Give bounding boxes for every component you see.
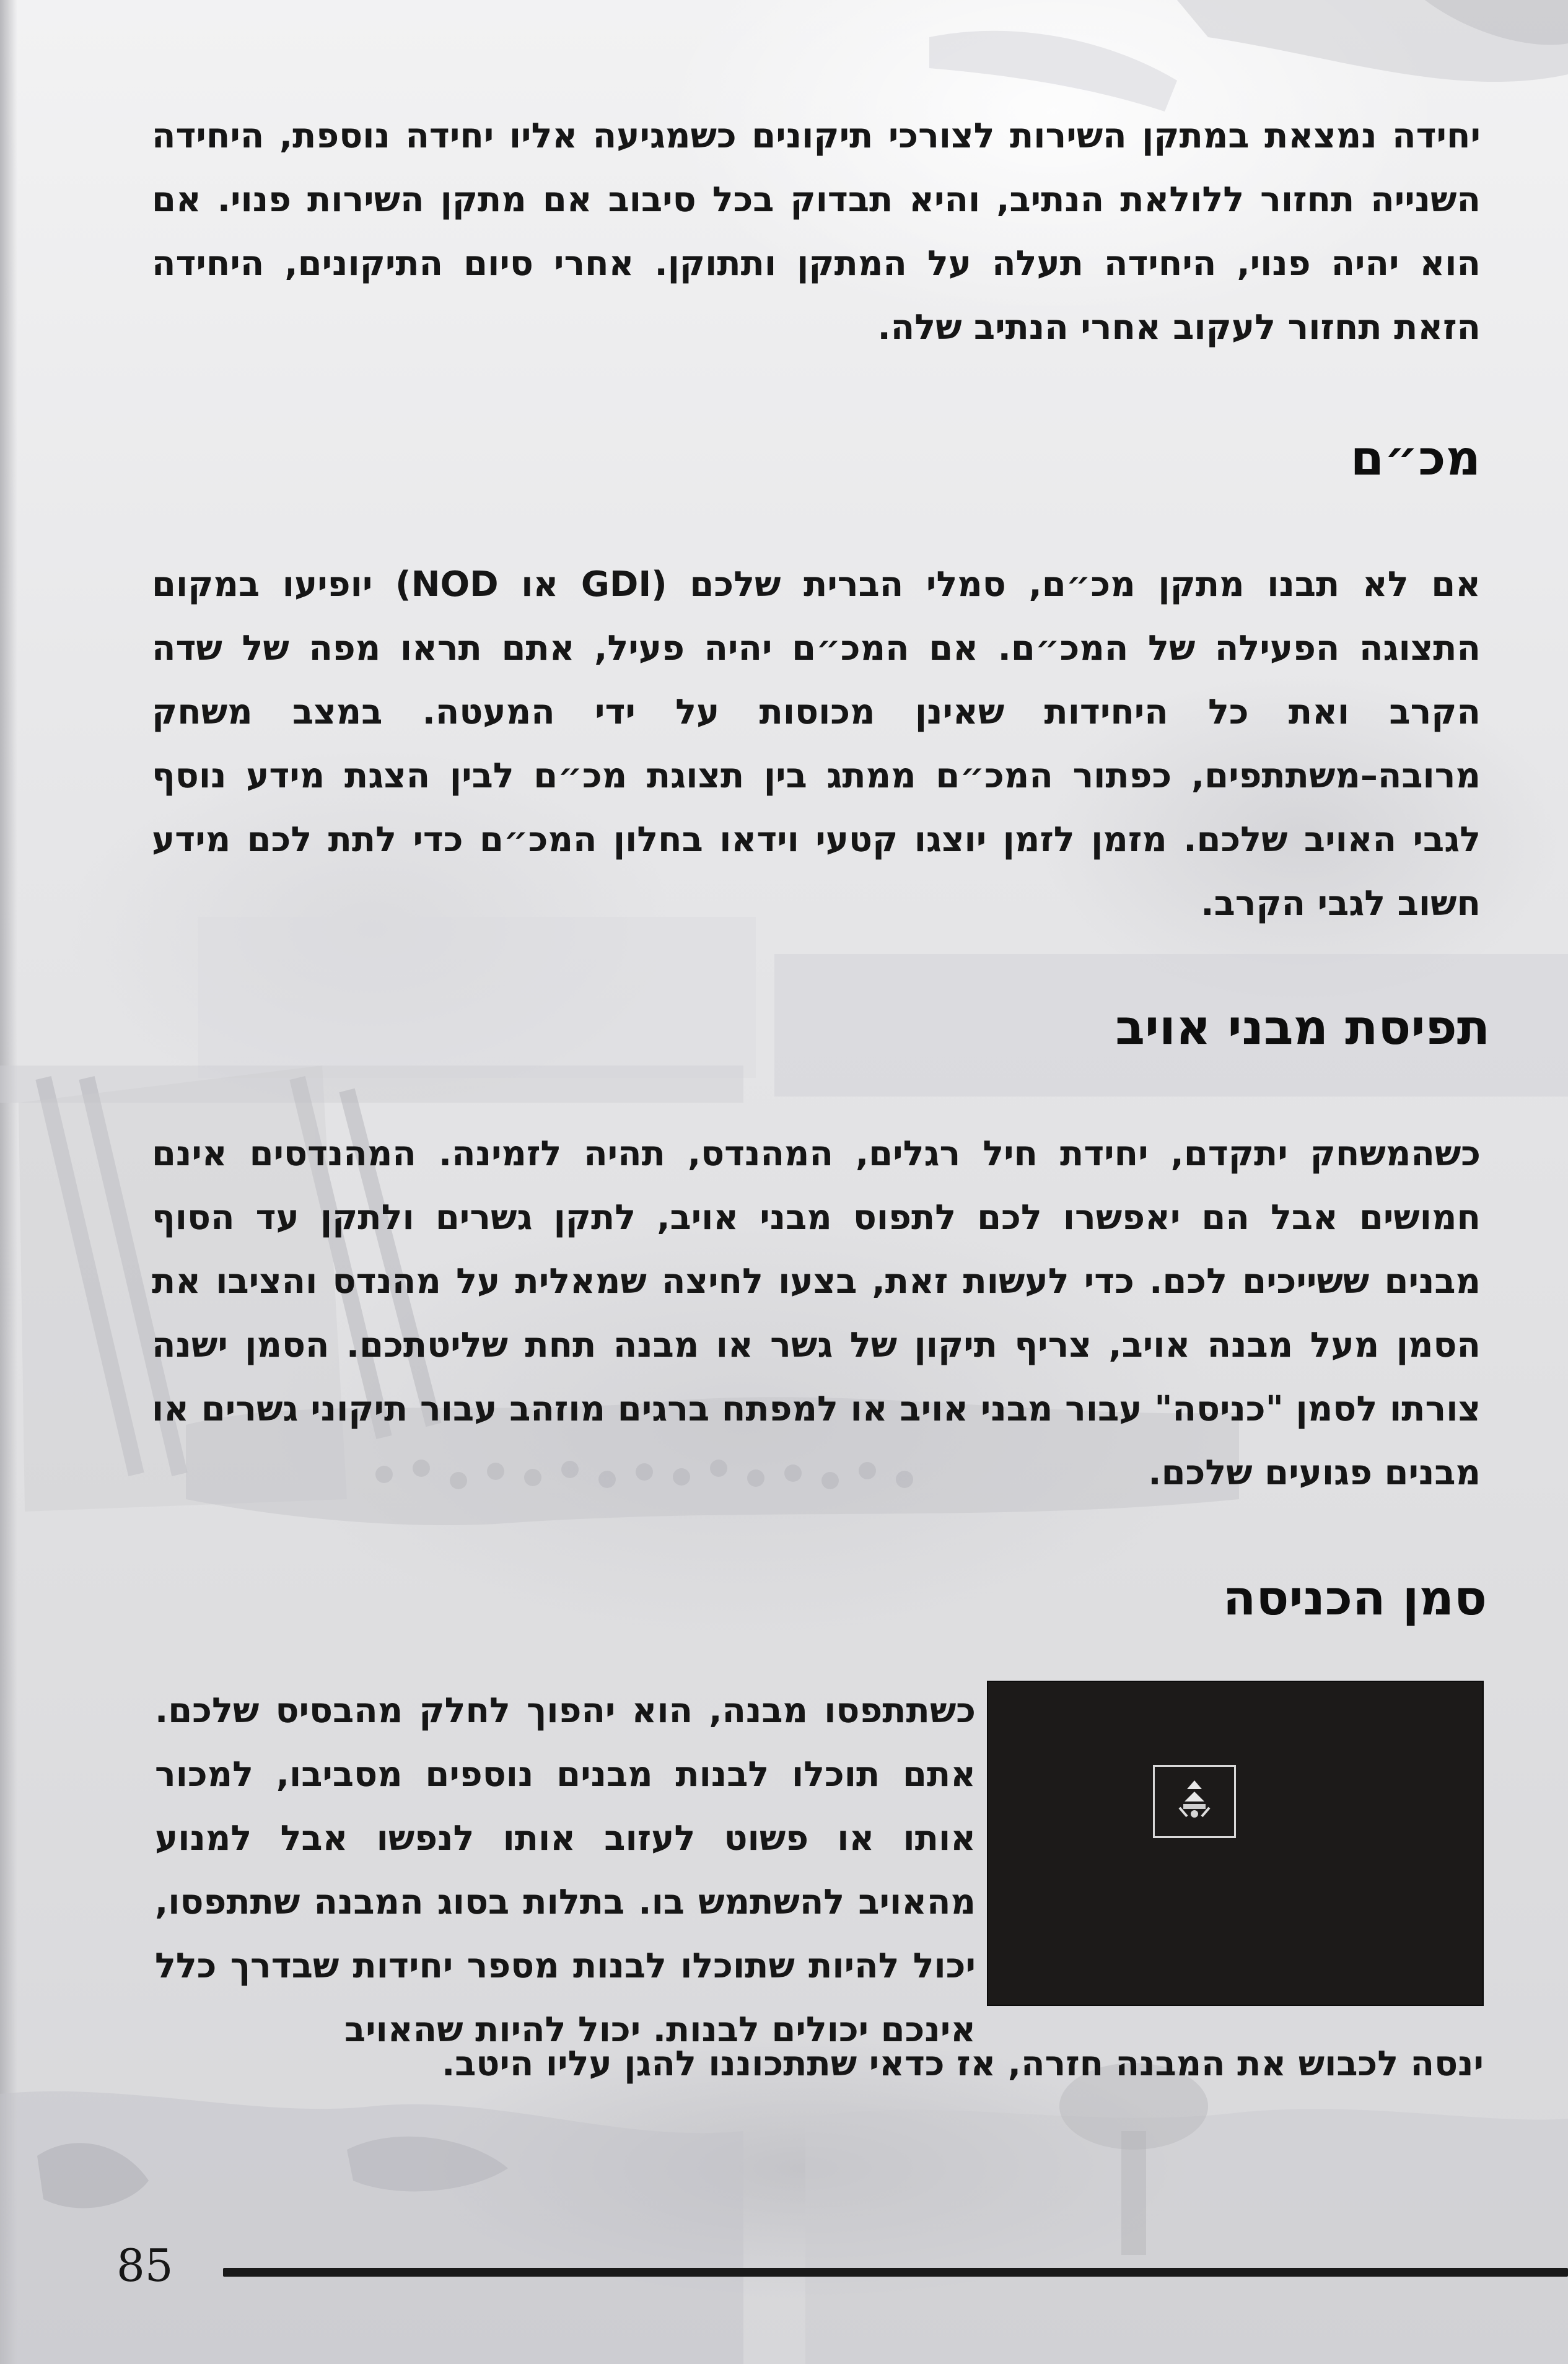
footer-rule <box>223 2268 1568 2277</box>
entry-cursor-icon <box>1153 1765 1236 1838</box>
paragraph-entry-cursor-last-line: ינסה לכבוש את המבנה חזרה, אז כדאי שתתכוננו להגן עליו היטב. <box>441 2044 1484 2084</box>
paragraph-radar: אם לא תבנו מתקן מכ״ם, סמלי הברית שלכם (GDI או NOD) יופיעו במקום התצוגה הפעילה של המכ״ם. אם המכ״ם יהיה פעיל, אתם תראו מפה של שדה הקרב ואת כל היחידות שאינן מכוסות על ידי המעטה. במצב משחק מרובה–משתתפים, כפתור המכ״ם ממתג בין תצוגת מכ״ם לבין הצגת מידע נוסף לגבי האויב שלכם. מזמן לזמן יוצגו קטעי וידאו בחלון המכ״ם כדי לתת לכם מידע חשוב לגבי הקרב. <box>152 564 1481 924</box>
paragraph-service-depot: יחידה נמצאת במתקן השירות לצורכי תיקונים כשמגיעה אליו יחידה נוספת, היחידה השנייה תחזור ללולאת הנתיב, והיא תבדוק בכל סיבוב אם מתקן השירות פנוי. אם הוא יהיה פנוי, היחידה תעלה על המתקן ותתוקן. אחרי סיום התיקונים, היחידה הזאת תחזור לעקוב אחרי הנתיב שלה. <box>152 116 1481 348</box>
heading-capture-enemy-structures: תפיסת מבני אויב <box>1115 1000 1490 1056</box>
entry-cursor-screenshot <box>987 1681 1484 2006</box>
heading-entry-cursor: סמן הכניסה <box>1222 1570 1487 1626</box>
paragraph-entry-cursor: כשתתפסו מבנה, הוא יהפוך לחלק מהבסיס שלכם. אתם תוכלו לבנות מבנים נוספים מסביבו, למכור אותו או פשוט לעזוב אותו לנפשו אבל למנוע מהאויב להשתמש בו. בתלות בסוג המבנה שתתפסו, יכול להיות שתוכלו לבנות מספר יחידות שבדרך כלל אינכם יכולים לבנות. יכול להיות שהאויב <box>155 1691 976 2050</box>
page-number: 85 <box>116 2239 173 2292</box>
heading-radar: מכ״ם <box>1350 431 1481 486</box>
paragraph-capture-enemy-structures: כשהמשחק יתקדם, יחידת חיל רגלים, המהנדס, תהיה לזמינה. המהנדסים אינם חמושים אבל הם יאפשרו לכם לתפוס מבני אויב, לתקן גשרים ולתקן עד הסוף מבנים ששייכים לכם. כדי לעשות זאת, בצעו לחיצה שמאלית על מהנדס והציבו את הסמן מעל מבנה אויב, צריף תיקון של גשר או מבנה תחת שליטתכם. הסמן ישנה צורתו לסמן "כניסה" עבור מבני אויב או למפתח ברגים מוזהב עבור תיקוני גשרים או מבנים פגועים שלכם. <box>152 1134 1481 1493</box>
